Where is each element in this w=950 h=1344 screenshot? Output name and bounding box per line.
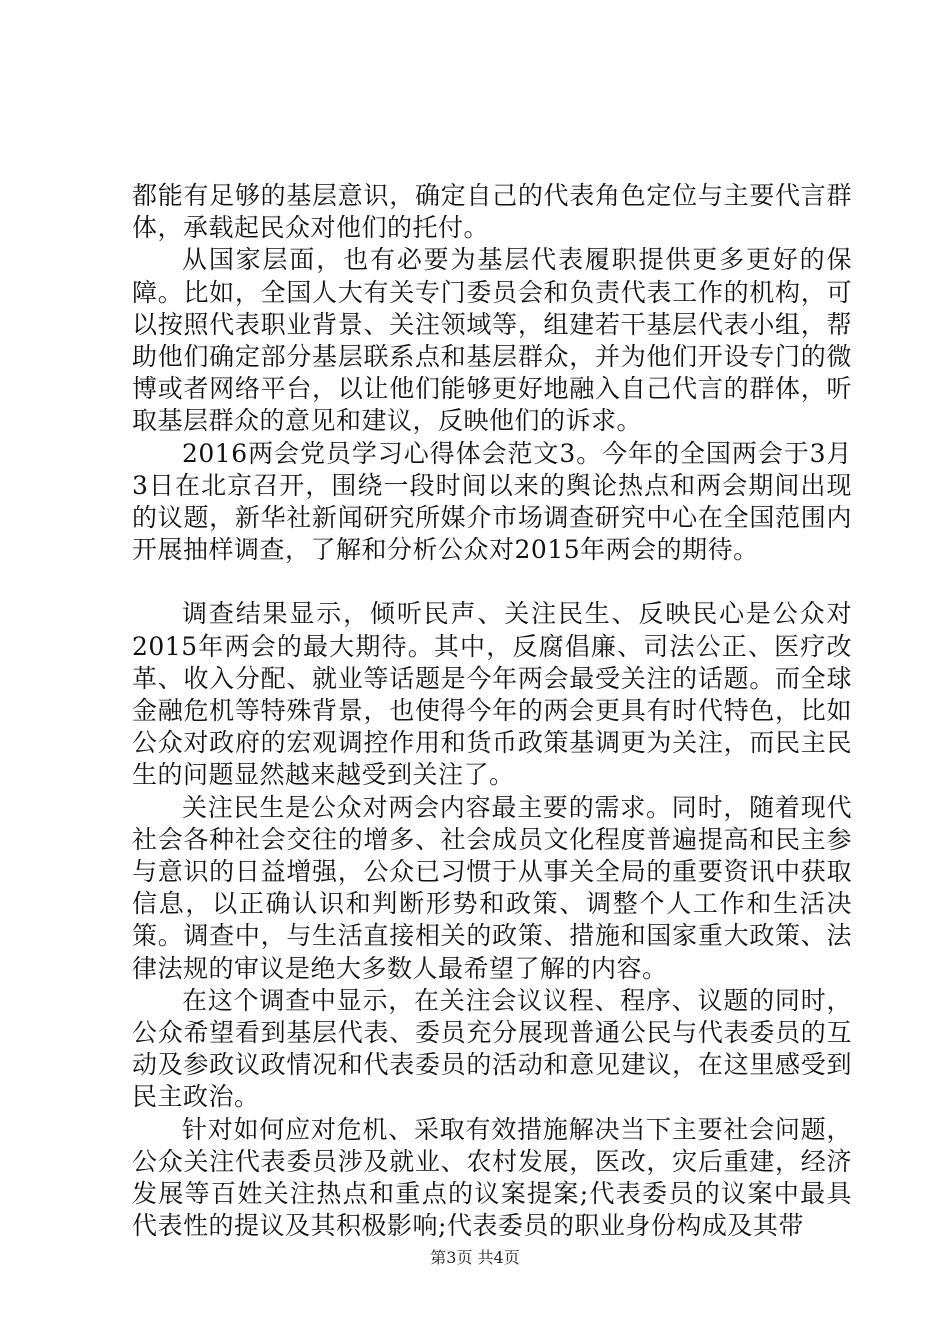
paragraph: 针对如何应对危机、采取有效措施解决当下主要社会问题，公众关注代表委员涉及就业、农村发展，医改，灾后重建，经济发展等百姓关注热点和重点的议案提案;代表委员的议案中最具代表性的提议及其积极影响;代表委员的职业身份构成及其带 [132,1114,852,1241]
paragraph: 调查结果显示，倾听民声、关注民生、反映民心是公众对2015年两会的最大期待。其中，反腐倡廉、司法公正、医疗改革、收入分配、就业等话题是今年两会最受关注的话题。而全球金融危机等特殊背景，也使得今年的两会更具有时代特色，比如公众对政府的宏观调控作用和货币政策基调更为关注，而民主民生的问题显然越来越受到关注了。 [132,599,852,790]
page-number-label: 第3页 共4页 [430,1248,520,1267]
paragraph-spacer [132,566,852,598]
document-body [132,180,852,1243]
paragraph: 都能有足够的基层意识，确定自己的代表角色定位与主要代言群体，承载起民众对他们的托付。 [132,181,852,243]
paragraph: 2016两会党员学习心得体会范文3。今年的全国两会于3月3日在北京召开，围绕一段时间以来的舆论热点和两会期间出现的议题，新华社新闻研究所媒介市场调查研究中心在全国范围内开展抽样调查，了解和分析公众对2015年两会的期待。 [132,438,852,565]
paragraph: 从国家层面，也有必要为基层代表履职提供更多更好的保障。比如，全国人大有关专门委员会和负责代表工作的机构，可以按照代表职业背景、关注领域等，组建若干基层代表小组，帮助他们确定部分基层联系点和基层群众，并为他们开设专门的微博或者网络平台，以让他们能够更好地融入自己代言的群体，听取基层群众的意见和建议，反映他们的诉求。 [132,245,852,436]
paragraph: 在这个调查中显示，在关注会议议程、程序、议题的同时，公众希望看到基层代表、委员充分展现普通公民与代表委员的互动及参政议政情况和代表委员的活动和意见建议，在这里感受到民主政治。 [132,985,852,1112]
page-footer [0,1245,950,1268]
paragraph: 关注民生是公众对两会内容最主要的需求。同时，随着现代社会各种社会交往的增多、社会成员文化程度普遍提高和民主参与意识的日益增强，公众已习惯于从事关全局的重要资讯中获取信息，以正确认识和判断形势和政策、调整个人工作和生活决策。调查中，与生活直接相关的政策、措施和国家重大政策、法律法规的审议是绝大多数人最希望了解的内容。 [132,792,852,983]
